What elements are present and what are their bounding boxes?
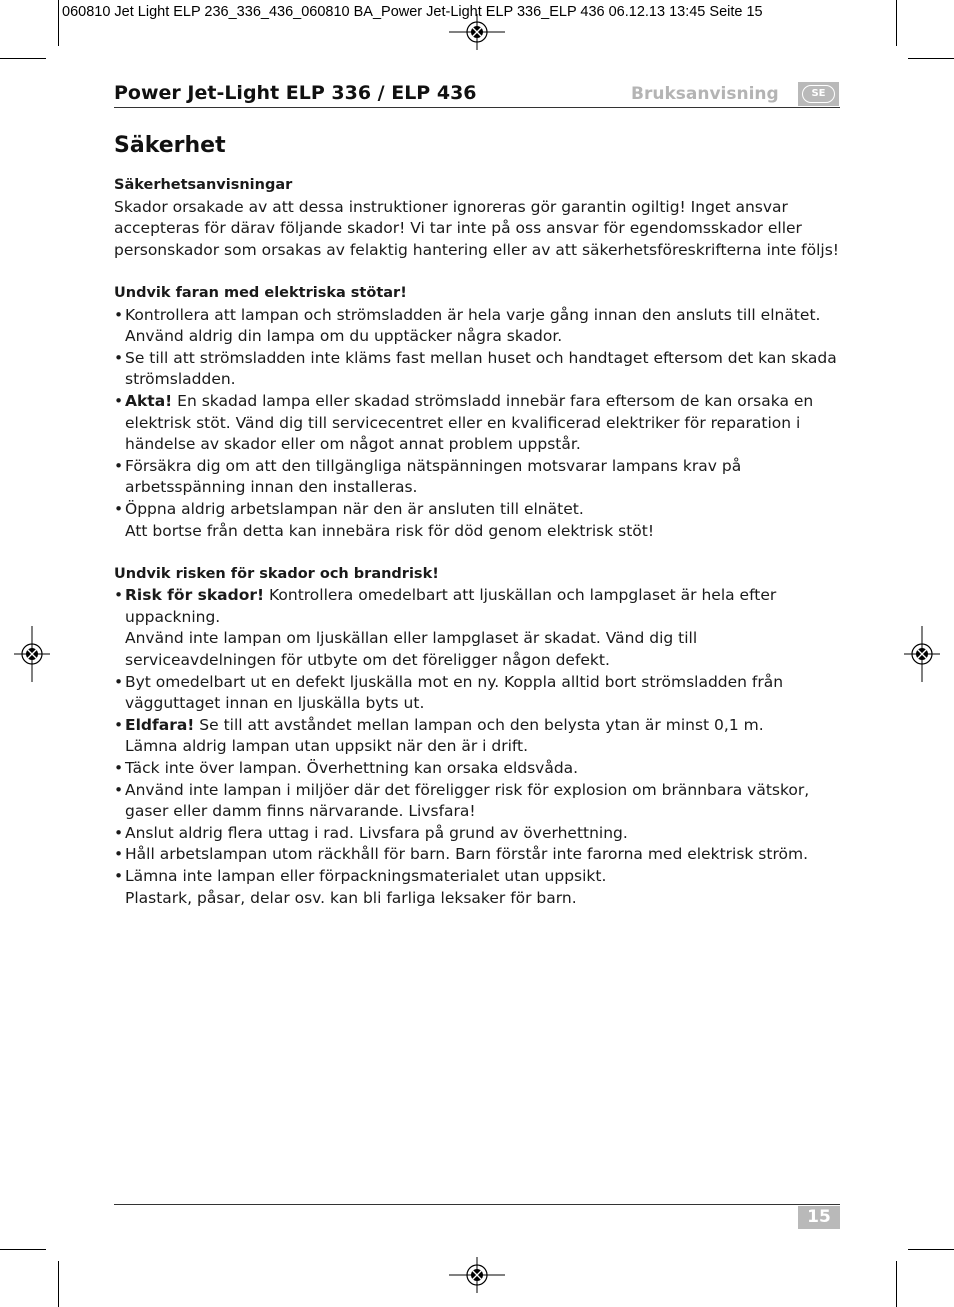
crop-mark-top-right-h xyxy=(908,58,954,59)
page-number: 15 xyxy=(798,1206,840,1229)
list-item: • Se till att strömsladden inte kläms fast mellan huset och handtaget eftersom det kan skada strömsladden. xyxy=(114,348,840,391)
registration-mark-right-icon xyxy=(904,626,940,682)
list-item: • Använd inte lampan i miljöer där det föreligger risk för explosion om brännbara vätskor, gaser eller damm finns närvarande. Livsfara! xyxy=(114,780,840,823)
list-item: • Håll arbetslampan utom räckhåll för barn. Barn förstår inte farorna med elektrisk ström. xyxy=(114,844,840,866)
document-title: Power Jet-Light ELP 336 / ELP 436 xyxy=(114,82,477,104)
section-label: Bruksanvisning xyxy=(631,84,779,104)
crop-mark-top-right-v xyxy=(896,0,897,46)
list-item: • Täck inte över lampan. Överhettning kan orsaka eldsvåda. xyxy=(114,758,840,780)
list-item: • Byt omedelbart ut en defekt ljuskälla mot en ny. Koppla alltid bort strömsladden från vägguttaget innan en ljuskälla byts ut. xyxy=(114,672,840,715)
language-badge xyxy=(798,82,839,106)
language-badge-label: SE xyxy=(802,85,835,103)
list-item: • Lämna inte lampan eller förpackningsmaterialet utan uppsikt. Plastark, påsar, delar osv. kan bli farliga leksaker för barn. xyxy=(114,866,840,909)
warning-label: Eldfara! xyxy=(125,715,195,734)
crop-mark-top-left-v xyxy=(58,0,59,46)
crop-mark-bottom-left-h xyxy=(0,1249,46,1250)
registration-mark-top-icon xyxy=(449,14,505,50)
list-item: • Eldfara! Se till att avståndet mellan lampan och den belysta ytan är minst 0,1 m. Lämna aldrig lampan utan uppsikt när den är i drift. xyxy=(114,715,840,758)
list-item: • Försäkra dig om att den tillgängliga nätspänningen motsvarar lampans krav på arbetsspänning innan den installeras. xyxy=(114,456,840,499)
intro-heading: Säkerhetsanvisningar xyxy=(114,177,293,193)
injury-heading: Undvik risken för skador och brandrisk! xyxy=(114,565,439,582)
electric-heading: Undvik faran med elektriska stötar! xyxy=(114,284,407,301)
header-divider xyxy=(114,107,840,108)
injury-list xyxy=(114,585,840,909)
list-item: • Kontrollera att lampan och strömsladden är hela varje gång innan den ansluts till elnätet. Använd aldrig din lampa om du upptäcker några skador. xyxy=(114,305,840,348)
registration-mark-left-icon xyxy=(14,626,50,682)
list-item: • Anslut aldrig flera uttag i rad. Livsfara på grund av överhettning. xyxy=(114,823,840,845)
list-item: • Risk för skador! Kontrollera omedelbart att ljuskällan och lampglaset är hela efter uppackning. Använd inte lampan om ljuskällan eller lampglaset är skadat. Vänd dig till serviceavdelningen för utbyte om det föreligger någon defekt. xyxy=(114,585,840,671)
print-slug-line: 060810 Jet Light ELP 236_336_436_060810 BA_Power Jet-Light ELP 336_ELP 436 06.12.13 13:45 Seite 15 xyxy=(62,4,763,20)
list-item: • Akta! En skadad lampa eller skadad strömsladd innebär fara eftersom de kan orsaka en elektrisk stöt. Vänd dig till servicecentret eller en kvalificerad elektriker för reparation i händelse av skador eller om något annat problem uppstår. xyxy=(114,391,840,456)
footer-divider xyxy=(114,1204,840,1205)
list-item: • Öppna aldrig arbetslampan när den är ansluten till elnätet. Att bortse från detta kan innebära risk för död genom elektrisk stöt! xyxy=(114,499,840,542)
warning-label: Akta! xyxy=(125,391,173,410)
crop-mark-bottom-right-v xyxy=(896,1261,897,1307)
electric-list xyxy=(114,305,840,543)
page-title: Säkerhet xyxy=(114,133,226,158)
intro-paragraph: Skador orsakade av att dessa instruktioner ignoreras gör garantin ogiltig! Inget ansvar accepteras för därav följande skador! Vi tar inte på oss ansvar för egendomsskador eller personskador som orsakas av felaktig hantering eller av att säkerhetsföreskrifterna inte följs! xyxy=(114,197,840,259)
crop-mark-top-left-h xyxy=(0,58,46,59)
main-content xyxy=(114,175,840,909)
registration-mark-bottom-icon xyxy=(449,1257,505,1293)
warning-label: Risk för skador! xyxy=(125,586,265,605)
crop-mark-bottom-left-v xyxy=(58,1261,59,1307)
crop-mark-bottom-right-h xyxy=(908,1249,954,1250)
